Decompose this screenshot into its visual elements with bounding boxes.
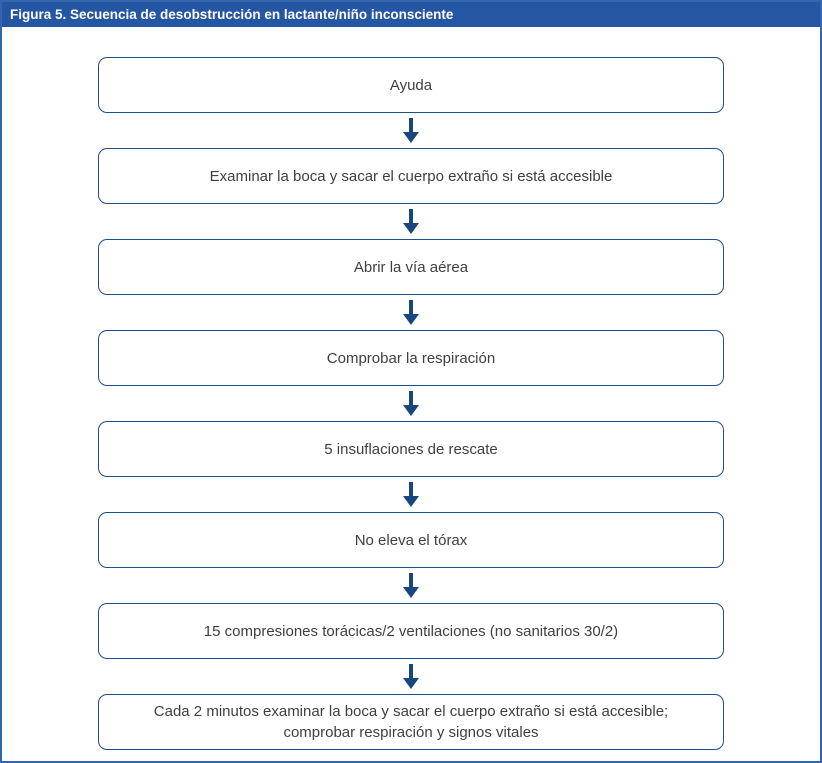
arrow-stem	[409, 391, 413, 405]
flow-step-examinar-boca	[98, 148, 724, 204]
arrow-stem	[409, 664, 413, 678]
flow-step-abrir-via-aerea	[98, 239, 724, 295]
arrow-stem	[409, 118, 413, 132]
arrow-down-icon	[403, 295, 419, 330]
flow-step-compresiones-ventilaciones	[98, 603, 724, 659]
arrow-head	[403, 132, 419, 143]
flow-step-label: Cada 2 minutos examinar la boca y sacar el cuerpo extraño si está accesible; comprobar respiración y signos vitales	[153, 703, 669, 742]
arrow-head	[403, 587, 419, 598]
arrow-stem	[409, 300, 413, 314]
arrow-head	[403, 223, 419, 234]
flow-step-insuflaciones-rescate	[98, 421, 724, 477]
arrow-head	[403, 314, 419, 325]
arrow-down-icon	[403, 113, 419, 148]
flow-step-label: Examinar la boca y sacar el cuerpo extraño si está accesible	[209, 167, 613, 185]
flow-step-ayuda	[98, 57, 724, 113]
arrow-down-icon	[403, 568, 419, 603]
flowchart	[2, 27, 820, 750]
arrow-head	[403, 678, 419, 689]
flow-step-label: Comprobar la respiración	[326, 349, 496, 367]
flow-step-label: 5 insuflaciones de rescate	[324, 440, 498, 458]
arrow-down-icon	[403, 386, 419, 421]
arrow-stem	[409, 482, 413, 496]
arrow-down-icon	[403, 204, 419, 239]
flow-step-cada-2-minutos	[98, 694, 724, 750]
arrow-stem	[409, 209, 413, 223]
figure-title: Figura 5. Secuencia de desobstrucción en lactante/niño inconsciente	[2, 2, 820, 27]
flow-step-label: No eleva el tórax	[354, 531, 468, 549]
arrow-down-icon	[403, 659, 419, 694]
flow-step-label: Abrir la vía aérea	[353, 258, 469, 276]
arrow-head	[403, 496, 419, 507]
arrow-down-icon	[403, 477, 419, 512]
flow-step-comprobar-respiracion	[98, 330, 724, 386]
arrow-stem	[409, 573, 413, 587]
flow-step-label: Ayuda	[389, 76, 433, 94]
flow-step-label: 15 compresiones torácicas/2 ventilaciones (no sanitarios 30/2)	[203, 622, 619, 640]
flow-step-no-eleva-torax	[98, 512, 724, 568]
arrow-head	[403, 405, 419, 416]
